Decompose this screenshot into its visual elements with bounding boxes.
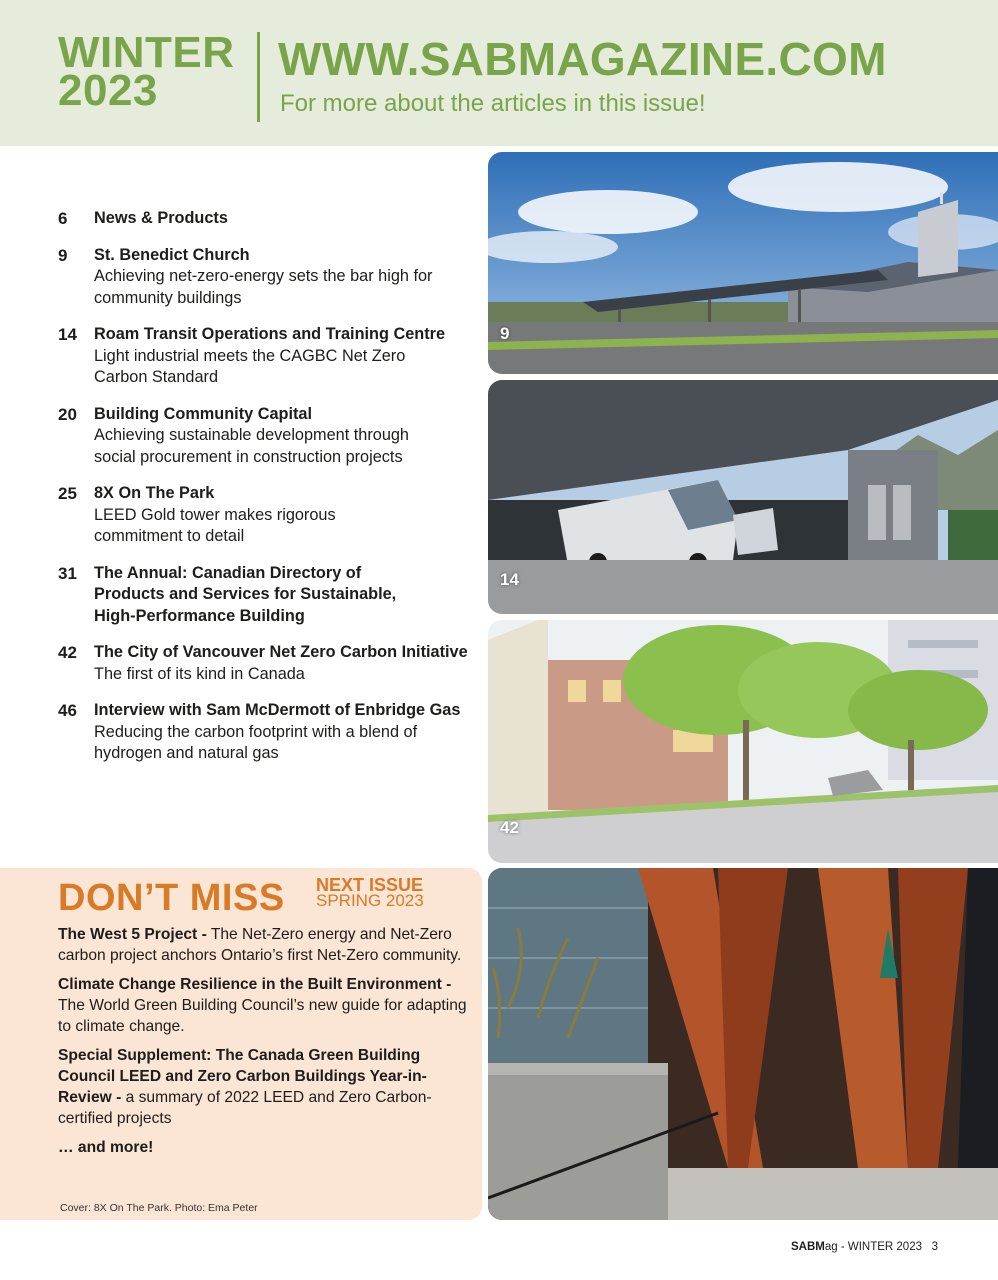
church-illustration xyxy=(488,152,998,374)
photo-page-label: 9 xyxy=(500,324,510,343)
toc-page-number: 42 xyxy=(58,643,77,662)
toc-page-number: 31 xyxy=(58,563,77,583)
next-issue-season: SPRING 2023 xyxy=(316,891,424,910)
toc-title: Roam Transit Operations and Training Centre xyxy=(94,325,446,343)
cover-building-illustration xyxy=(488,868,998,1220)
toc-page-number: 9 xyxy=(58,245,68,265)
next-issue-text: NEXT ISSUE xyxy=(316,875,424,895)
issue-season xyxy=(58,28,235,115)
page-number: 3 xyxy=(931,1241,938,1253)
page-footer xyxy=(791,1241,938,1253)
photo-vancouver-rendering xyxy=(488,620,998,863)
issue-season-line2: 2023 xyxy=(58,66,158,115)
footer-brand-rest: ag - WINTER 2023 xyxy=(824,1241,922,1253)
toc-title: Building Community Capital xyxy=(94,404,312,423)
issue-season-line1: WINTER xyxy=(58,28,235,77)
toc-item[interactable] xyxy=(58,483,483,548)
dont-miss-item xyxy=(58,1045,468,1129)
toc-title: News & Products xyxy=(94,209,228,227)
bus-garage-illustration xyxy=(488,380,998,614)
toc-title: St. Benedict Church xyxy=(94,245,250,264)
dont-miss-item-lead: Climate Change Resilience in the Built Environment - xyxy=(58,976,452,993)
toc-description: Achieving net-zero-energy sets the bar high for community buildings xyxy=(94,267,433,307)
toc-description: LEED Gold tower makes rigorous commitment to detail xyxy=(94,505,336,545)
header-tagline: For more about the articles in this issue! xyxy=(280,90,706,117)
toc-description: Light industrial meets the CAGBC Net Zero Carbon Standard xyxy=(94,346,406,386)
header-divider xyxy=(257,32,260,122)
table-of-contents xyxy=(58,208,483,780)
dont-miss-item-lead: The West 5 Project - xyxy=(58,926,207,943)
toc-title: 8X On The Park xyxy=(94,484,215,502)
toc-page-number: 25 xyxy=(58,484,77,503)
website-url-link[interactable]: WWW.SABMAGAZINE.COM xyxy=(278,33,887,85)
toc-title: The City of Vancouver Net Zero Carbon Initiative xyxy=(94,643,468,661)
dont-miss-list xyxy=(58,924,468,1166)
photo-8x-on-the-park xyxy=(488,868,998,1220)
toc-item[interactable] xyxy=(58,324,483,389)
dont-miss-item-lead: Special Supplement: The Canada Green Building Council LEED and Zero Carbon Buildings Year-in-Review - xyxy=(58,1047,427,1106)
cover-photo-credit: Cover: 8X On The Park. Photo: Ema Peter xyxy=(60,1202,258,1214)
dont-miss-item-text: The Net-Zero energy and Net-Zero carbon project anchors Ontario’s first Net-Zero community. xyxy=(58,926,462,964)
footer-brand-bold: SABM xyxy=(790,1241,825,1253)
next-issue-label xyxy=(316,877,424,909)
toc-item[interactable] xyxy=(58,208,483,230)
toc-item[interactable] xyxy=(58,563,483,628)
toc-page-number: 6 xyxy=(58,209,68,228)
dont-miss-more: … and more! xyxy=(58,1139,154,1156)
toc-item[interactable] xyxy=(58,245,483,310)
dont-miss-item xyxy=(58,974,468,1037)
streetscape-illustration xyxy=(488,620,998,863)
photo-roam-transit xyxy=(488,380,998,614)
dont-miss-heading: DON’T MISS xyxy=(58,877,285,919)
toc-item[interactable] xyxy=(58,700,483,765)
dont-miss-item xyxy=(58,924,468,966)
toc-description: Achieving sustainable development through social procurement in construction projects xyxy=(94,426,409,466)
toc-title: The Annual: Canadian Directory of Products and Services for Sustainable, High-Performance Building xyxy=(94,563,397,625)
dont-miss-item-text: a summary of 2022 LEED and Zero Carbon-certified projects xyxy=(58,1089,432,1127)
dont-miss-item-text: The World Green Building Council’s new guide for adapting to climate change. xyxy=(58,997,467,1035)
toc-page-number: 46 xyxy=(58,701,77,720)
toc-item[interactable] xyxy=(58,642,483,685)
toc-page-number: 20 xyxy=(58,404,77,424)
toc-page-number: 14 xyxy=(58,325,77,344)
photo-st-benedict-church xyxy=(488,152,998,374)
toc-item[interactable] xyxy=(58,404,483,469)
photo-page-label: 42 xyxy=(500,818,519,837)
toc-description: The first of its kind in Canada xyxy=(94,664,305,683)
toc-title: Interview with Sam McDermott of Enbridge Gas xyxy=(94,701,461,719)
toc-description: Reducing the carbon footprint with a blend of hydrogen and natural gas xyxy=(94,722,418,762)
photo-page-label: 14 xyxy=(500,570,519,589)
